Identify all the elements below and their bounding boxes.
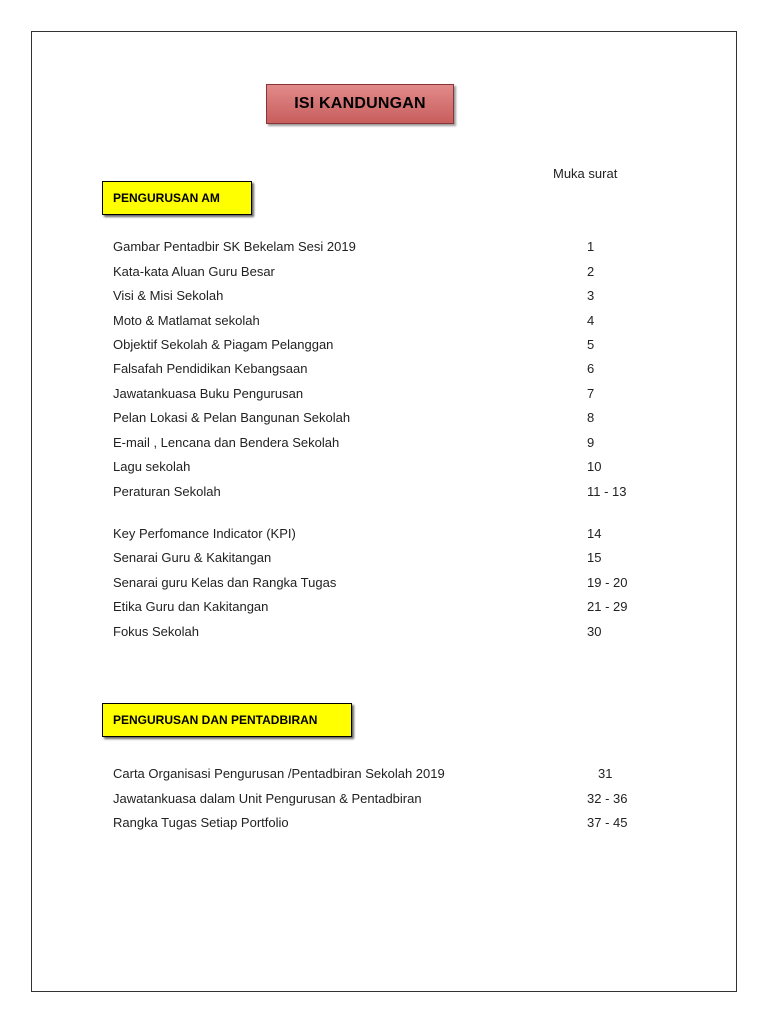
toc-entry-title: Carta Organisasi Pengurusan /Pentadbiran Sekolah 2019 (113, 766, 445, 781)
toc-entry-page: 37 - 45 (587, 815, 628, 830)
toc-entry-title: Kata-kata Aluan Guru Besar (113, 264, 275, 279)
toc-entry-page: 10 (587, 459, 602, 474)
toc-entry-page: 9 (587, 435, 595, 450)
toc-entry-page: 19 - 20 (587, 575, 628, 590)
toc-entry-title: Etika Guru dan Kakitangan (113, 599, 269, 614)
toc-entry-title: Moto & Matlamat sekolah (113, 313, 260, 328)
toc-entry-page: 1 (587, 239, 595, 254)
toc-entry-title: Fokus Sekolah (113, 624, 199, 639)
toc-entry-page: 6 (587, 361, 595, 376)
toc-entry-title: Senarai guru Kelas dan Rangka Tugas (113, 575, 337, 590)
toc-entry-title: Peraturan Sekolah (113, 484, 221, 499)
page-column-header: Muka surat (553, 166, 618, 181)
toc-entry-page: 2 (587, 264, 595, 279)
toc-entry-page: 15 (587, 550, 602, 565)
toc-entry-title: Jawatankuasa dalam Unit Pengurusan & Pentadbiran (113, 791, 422, 806)
section-heading-pengurusan-am: PENGURUSAN AM (102, 181, 252, 215)
toc-entry-title: E-mail , Lencana dan Bendera Sekolah (113, 435, 340, 450)
toc-entry-page: 3 (587, 288, 595, 303)
toc-entry-title: Objektif Sekolah & Piagam Pelanggan (113, 337, 334, 352)
toc-entry-page: 32 - 36 (587, 791, 628, 806)
toc-entry-title: Senarai Guru & Kakitangan (113, 550, 272, 565)
toc-title: ISI KANDUNGAN (266, 84, 454, 124)
toc-entry-title: Jawatankuasa Buku Pengurusan (113, 386, 304, 401)
toc-entry-title: Rangka Tugas Setiap Portfolio (113, 815, 289, 830)
toc-entry-title: Gambar Pentadbir SK Bekelam Sesi 2019 (113, 239, 356, 254)
document-page (31, 31, 737, 992)
toc-entry-page: 14 (587, 526, 602, 541)
toc-entry-title: Lagu sekolah (113, 459, 191, 474)
toc-entry-title: Key Perfomance Indicator (KPI) (113, 526, 296, 541)
toc-entry-page: 5 (587, 337, 595, 352)
toc-entry-page: 31 (598, 766, 613, 781)
toc-entry-title: Visi & Misi Sekolah (113, 288, 224, 303)
toc-entry-page: 7 (587, 386, 595, 401)
toc-entry-page: 11 - 13 (587, 484, 627, 499)
section-heading-pengurusan-dan-pentadbiran: PENGURUSAN DAN PENTADBIRAN (102, 703, 352, 737)
toc-entry-page: 8 (587, 410, 595, 425)
toc-entry-title: Falsafah Pendidikan Kebangsaan (113, 361, 308, 376)
toc-entry-title: Pelan Lokasi & Pelan Bangunan Sekolah (113, 410, 351, 425)
toc-entry-page: 21 - 29 (587, 599, 628, 614)
toc-entry-page: 30 (587, 624, 602, 639)
toc-entry-page: 4 (587, 313, 595, 328)
